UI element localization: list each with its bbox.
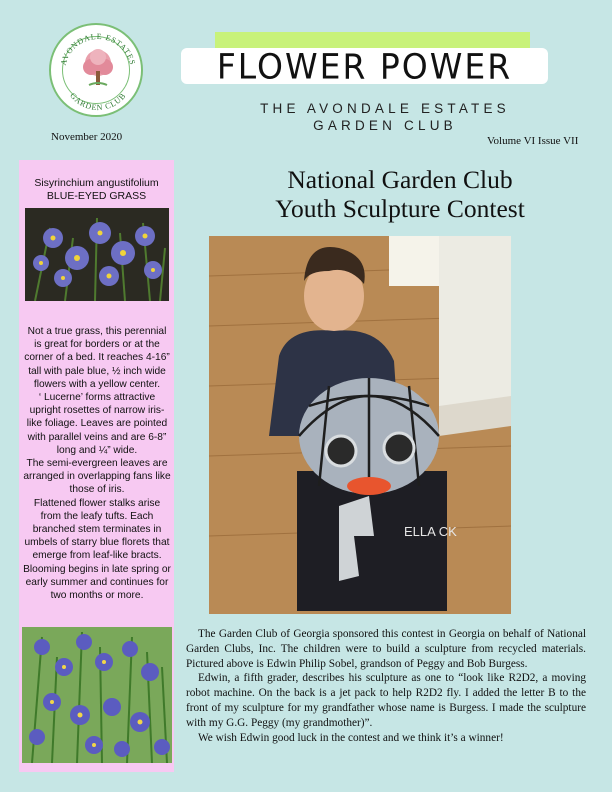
sidebar-paragraph: Flattened flower stalks arise from the leafy tufts. Each branched stem terminates in umbels of starry blue florets that emerge from leaf-like bracts. Blooming begins in late spring or early summer and continues for two months or more.: [23, 497, 171, 602]
logo-top-text: AVONDALE ESTATES: [58, 31, 138, 67]
subtitle-line-1: THE AVONDALE ESTATES: [260, 101, 510, 116]
newsletter-title: FLOWER POWER: [216, 46, 513, 87]
article-paragraph: Edwin, a fifth grader, describes his sculpture as one to “look like R2D2, a moving robot machine. On the back is a jet pack to help R2D2 fly. I added the letter B to the front of my sculpture for my grandfather whose name is Burgess. I made the sculpture with my G.G. Peggy (my grandmother)”.: [186, 672, 586, 729]
article-headline-line-2: Youth Sculpture Contest: [275, 194, 525, 223]
issue-volume: Volume VI Issue VII: [487, 135, 579, 147]
issue-date: November 2020: [51, 131, 123, 143]
blue-eyed-grass-photo: [25, 208, 169, 301]
svg-text:GARDEN CLUB: [68, 91, 128, 112]
blue-eyed-grass-photo-2: [22, 627, 172, 763]
sidebar-latin-name: Sisyrinchium angustifolium: [34, 177, 159, 189]
photo-box-text: ELLA CK: [404, 524, 457, 539]
sidebar-paragraph: ‘ Lucerne’ forms attractive upright rosettes of narrow iris-like foliage. Leaves are pointed with parallel veins and are 6-8” long and ¼” wide.: [26, 392, 168, 456]
sculpture-photo: [209, 236, 511, 614]
article-headline-line-1: National Garden Club: [287, 165, 513, 194]
sidebar-paragraph: Not a true grass, this perennial is great for borders or at the corner of a bed. It reaches 4-16” tall with pale blue, ½ inch wide flowers with a yellow center.: [24, 326, 170, 390]
article-paragraph: The Garden Club of Georgia sponsored this contest in Georgia on behalf of National Garden Clubs, Inc. The children were to build a sculpture from recycled materials. Pictured above is Edwin Philip Sobel, grandson of Peggy and Bob Burgess.: [186, 628, 586, 670]
article-body: [186, 627, 586, 745]
garden-club-logo: [49, 23, 143, 117]
logo-bottom-text: GARDEN CLUB: [68, 91, 128, 113]
subtitle-line-2: GARDEN CLUB: [313, 118, 457, 133]
tree-icon: [83, 49, 113, 85]
sidebar-paragraph: The semi-evergreen leaves are arranged in overlapping fans like those of iris.: [23, 458, 171, 496]
sidebar-description: [23, 325, 171, 602]
sidebar-common-name: BLUE-EYED GRASS: [46, 190, 147, 202]
article-paragraph: We wish Edwin good luck in the contest and we think it’s a winner!: [198, 731, 504, 744]
